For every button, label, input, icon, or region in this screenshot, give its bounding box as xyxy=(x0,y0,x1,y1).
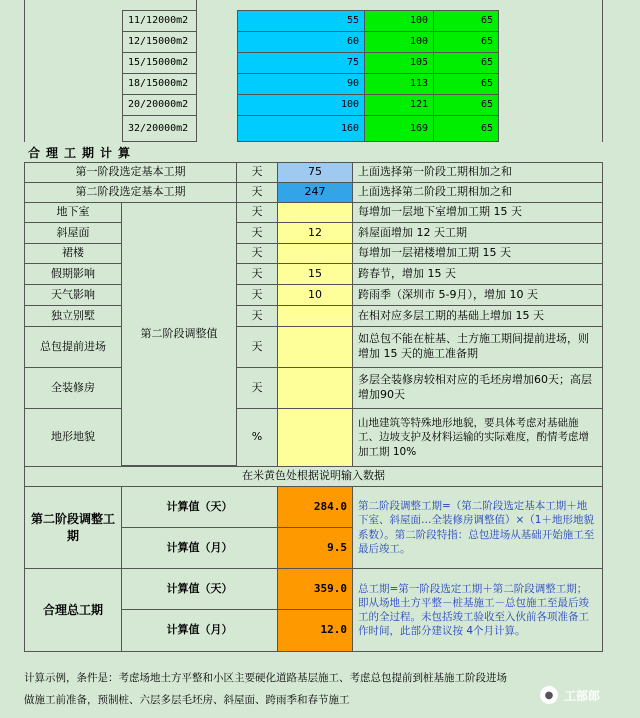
adjust-note: 跨春节，增加 15 天 xyxy=(352,263,603,285)
top-row-value-c: 65 xyxy=(433,52,499,74)
top-row-value-b: 169 xyxy=(364,115,434,142)
adjust-note: 每增加一层裙楼增加工期 15 天 xyxy=(352,243,603,264)
adjust-input-full-fitout[interactable] xyxy=(277,367,353,409)
top-row-label: 12/15000m2 xyxy=(122,31,197,53)
adjust-unit: 天 xyxy=(236,284,278,306)
input-hint: 在米黄色处根据说明输入数据 xyxy=(24,466,603,487)
adjust-label-sloped-roof: 斜屋面 xyxy=(24,222,122,244)
adjust-input-sloped-roof[interactable]: 12 xyxy=(277,222,353,244)
adjust-unit: 天 xyxy=(236,367,278,409)
adjust-note: 跨雨季（深圳市 5-9月），增加 10 天 xyxy=(352,284,603,306)
result2-note: 总工期=第一阶段选定工期＋第二阶段调整工期；即从场地土方平整－桩基施工－总包施工至最后竣工的全过程。未包括竣工验收至入伙前各项准备工作时间，此部分建议按 4个月计算。 xyxy=(352,568,603,652)
result1-month-value: 9.5 xyxy=(277,527,353,569)
result2-label: 合理总工期 xyxy=(24,568,122,652)
top-row-value-a: 160 xyxy=(237,115,365,142)
result1-day-value: 284.0 xyxy=(277,486,353,528)
result2-month-label: 计算值（月） xyxy=(121,609,278,652)
stage1-label: 第一阶段选定基本工期 xyxy=(24,162,237,183)
adjust-unit: % xyxy=(236,408,278,467)
footer-line-1: 计算示例，条件是：考虑场地土方平整和小区主要硬化道路基层施工、考虑总包提前到桩基施工阶段进场 xyxy=(24,672,507,684)
top-row-value-c: 65 xyxy=(433,73,499,95)
adjust-input-villa[interactable] xyxy=(277,305,353,327)
stage2-unit: 天 xyxy=(236,182,278,203)
result2-day-value: 359.0 xyxy=(277,568,353,610)
footer-line-2: 做施工前准备，预制桩、六层多层毛坯房、斜屋面、跨雨季和春节施工 xyxy=(24,694,350,706)
top-row-value-c: 65 xyxy=(433,94,499,116)
adjust-label-holiday: 假期影响 xyxy=(24,263,122,285)
result2-day-label: 计算值（天） xyxy=(121,568,278,610)
adjust-unit: 天 xyxy=(236,263,278,285)
adjust-label-terrain: 地形地貌 xyxy=(24,408,122,467)
result1-day-label: 计算值（天） xyxy=(121,486,278,528)
top-row-value-a: 100 xyxy=(237,94,365,116)
logo-text: 工部郎 xyxy=(564,688,601,703)
top-row-label: 18/15000m2 xyxy=(122,73,197,95)
top-row-value-b: 100 xyxy=(364,10,434,32)
adjust-unit: 天 xyxy=(236,222,278,244)
stage2-value: 247 xyxy=(277,182,353,203)
top-row-value-b: 121 xyxy=(364,94,434,116)
adjust-note: 如总包不能在桩基、土方施工期间提前进场，则增加 15 天的施工准备期 xyxy=(352,326,603,368)
top-row-value-b: 100 xyxy=(364,31,434,53)
adjust-input-podium[interactable] xyxy=(277,243,353,264)
section-title: 合理工期计算 xyxy=(28,146,137,160)
top-row-value-b: 113 xyxy=(364,73,434,95)
top-row-value-c: 65 xyxy=(433,115,499,142)
adjust-label-full-fitout: 全装修房 xyxy=(24,367,122,409)
result1-note: 第二阶段调整工期=（第二阶段选定基本工期＋地下室、斜屋面…全装修房调整值）×（1＋地形地貌系数）。第二阶段特指：总包进场从基础开始施工至最后竣工。 xyxy=(352,486,603,569)
adjust-label-weather: 天气影响 xyxy=(24,284,122,306)
adjust-input-holiday[interactable]: 15 xyxy=(277,263,353,285)
stage2-label: 第二阶段选定基本工期 xyxy=(24,182,237,203)
top-row-label: 20/20000m2 xyxy=(122,94,197,116)
top-row-label: 11/12000m2 xyxy=(122,10,197,32)
result1-label: 第二阶段调整工期 xyxy=(24,486,122,569)
adjust-note: 多层全装修房较相对应的毛坯房增加60天；高层增加90天 xyxy=(352,367,603,409)
top-row-value-b: 105 xyxy=(364,52,434,74)
adjust-label-early-entry: 总包提前进场 xyxy=(24,326,122,368)
adjust-label-villa: 独立别墅 xyxy=(24,305,122,327)
adjust-input-terrain[interactable] xyxy=(277,408,353,467)
stage1-note: 上面选择第一阶段工期相加之和 xyxy=(352,162,603,183)
result2-month-value: 12.0 xyxy=(277,609,353,652)
top-row-label: 32/20000m2 xyxy=(122,115,197,142)
top-row-value-a: 55 xyxy=(237,10,365,32)
adjust-note: 山地建筑等特殊地形地貌，要具体考虑对基础施工、边坡支护及材料运输的实际难度，酌情考虑增加工期 10% xyxy=(352,408,603,467)
adjust-note: 每增加一层地下室增加工期 15 天 xyxy=(352,202,603,223)
top-row-value-c: 65 xyxy=(433,10,499,32)
top-row-label: 15/15000m2 xyxy=(122,52,197,74)
logo xyxy=(540,686,600,704)
stage1-unit: 天 xyxy=(236,162,278,183)
adjust-input-weather[interactable]: 10 xyxy=(277,284,353,306)
adjust-unit: 天 xyxy=(236,326,278,368)
adjust-note: 斜屋面增加 12 天工期 xyxy=(352,222,603,244)
top-table-right-border xyxy=(602,0,603,142)
adjust-group-label: 第二阶段调整值 xyxy=(121,202,237,466)
wechat-logo-icon: ● xyxy=(540,686,558,704)
stage2-note: 上面选择第二阶段工期相加之和 xyxy=(352,182,603,203)
adjust-unit: 天 xyxy=(236,243,278,264)
adjust-unit: 天 xyxy=(236,305,278,327)
adjust-label-basement: 地下室 xyxy=(24,202,122,223)
top-row-value-a: 75 xyxy=(237,52,365,74)
adjust-unit: 天 xyxy=(236,202,278,223)
top-table-left-border xyxy=(24,0,25,142)
top-row-value-a: 60 xyxy=(237,31,365,53)
adjust-note: 在相对应多层工期的基础上增加 15 天 xyxy=(352,305,603,327)
result1-month-label: 计算值（月） xyxy=(121,527,278,569)
top-row-value-a: 90 xyxy=(237,73,365,95)
top-row-value-c: 65 xyxy=(433,31,499,53)
adjust-label-podium: 裙楼 xyxy=(24,243,122,264)
stage1-value: 75 xyxy=(277,162,353,183)
adjust-input-basement[interactable] xyxy=(277,202,353,223)
adjust-input-early-entry[interactable] xyxy=(277,326,353,368)
